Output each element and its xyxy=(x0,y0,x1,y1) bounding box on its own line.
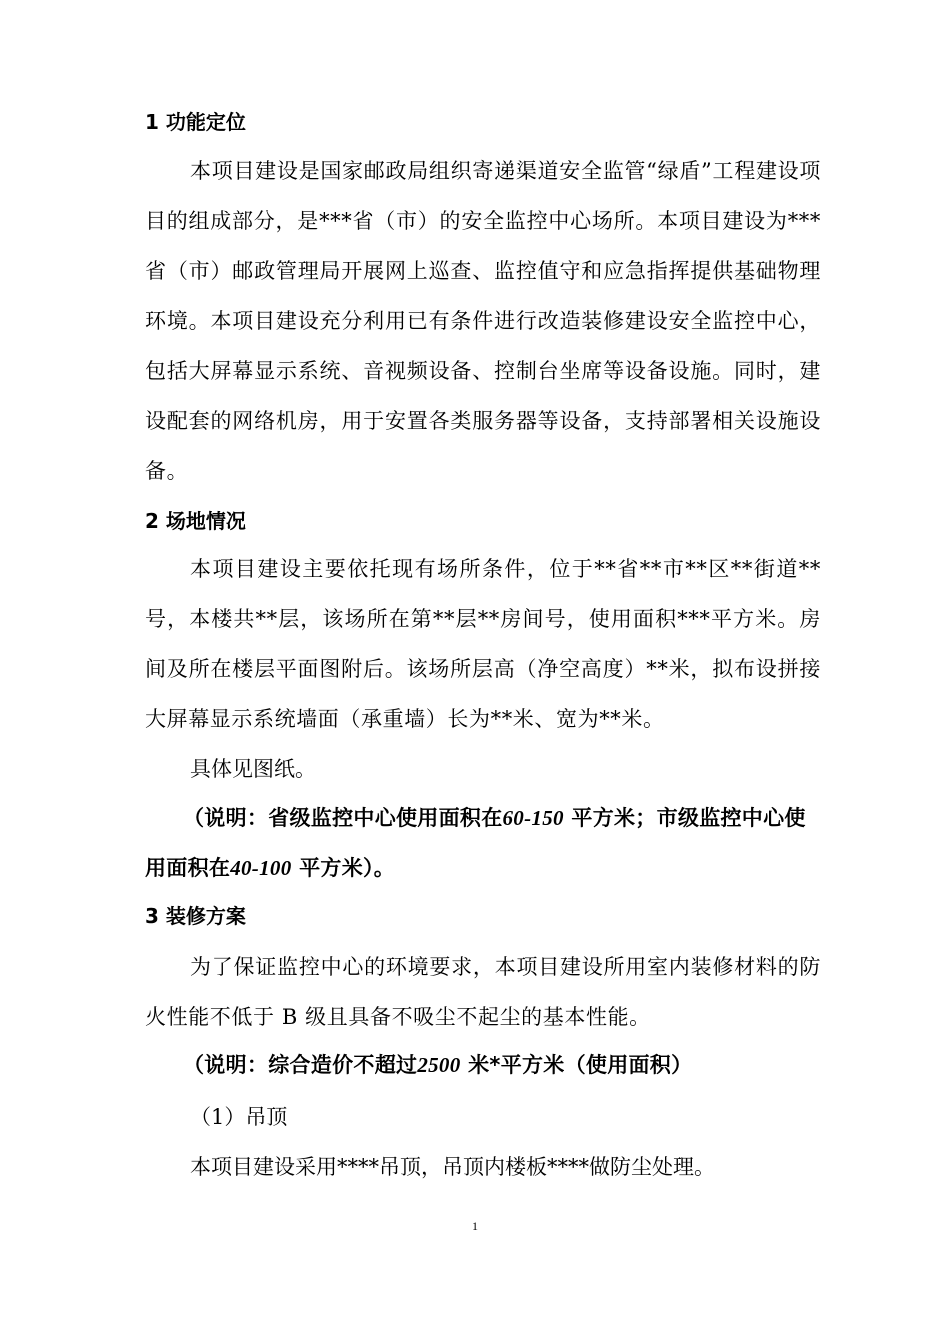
section-heading-function-positioning: 1 功能定位 xyxy=(145,110,246,134)
paragraph-function-positioning: 本项目建设是国家邮政局组织寄递渠道安全监管“绿盾”工程建设项目的组成部分，是***省（市）的安全监控中心场所。本项目建设为***省（市）邮政管理局开展网上巡查、监控值守和应急指挥提供基础物理环境。本项目建设充分利用已有条件进行改造装修建设安全监控中心，包括大屏幕显示系统、音视频设备、控制台坐席等设备设施。同时，建设配套的网络机房，用于安置各类服务器等设备，支持部署相关设施设备。 xyxy=(145,159,821,483)
note-text: 平方米；市级监控中心使用面积在 xyxy=(145,806,806,880)
paragraph-decoration-plan: 为了保证监控中心的环境要求，本项目建设所用室内装修材料的防火性能不低于 B 级且具备不吸尘不起尘的基本性能。 xyxy=(145,955,821,1029)
note-number: 60-150 xyxy=(502,806,564,830)
section-heading-site-situation: 2 场地情况 xyxy=(145,509,246,533)
paragraph-site-situation: 本项目建设主要依托现有场所条件，位于**省**市**区**街道**号，本楼共**层，该场所在第**层**房间号，使用面积***平方米。房间及所在楼层平面图附后。该场所层高（净空高度）**米，拟布设拼接大屏幕显示系统墙面（承重墙）长为**米、宽为**米。 xyxy=(145,557,821,731)
note-text: 平方米）。 xyxy=(291,856,396,880)
note-number: 2500 xyxy=(417,1053,461,1077)
note-text: （说明：省级监控中心使用面积在 xyxy=(183,806,503,830)
section-heading-decoration-plan: 3 装修方案 xyxy=(145,904,246,928)
note-text: 米*平方米（使用面积） xyxy=(460,1053,693,1077)
page-number: 1 xyxy=(472,1219,478,1233)
note-text: （说明：综合造价不超过 xyxy=(183,1053,418,1077)
note-cost-limit xyxy=(183,1052,692,1078)
paragraph-ceiling: 本项目建设采用****吊顶，吊顶内楼板****做防尘处理。 xyxy=(190,1155,715,1179)
note-number: 40-100 xyxy=(230,856,292,880)
note-usage-area xyxy=(145,793,821,893)
subheading-ceiling: （1）吊顶 xyxy=(190,1105,288,1129)
see-drawing-text: 具体见图纸。 xyxy=(190,757,316,781)
